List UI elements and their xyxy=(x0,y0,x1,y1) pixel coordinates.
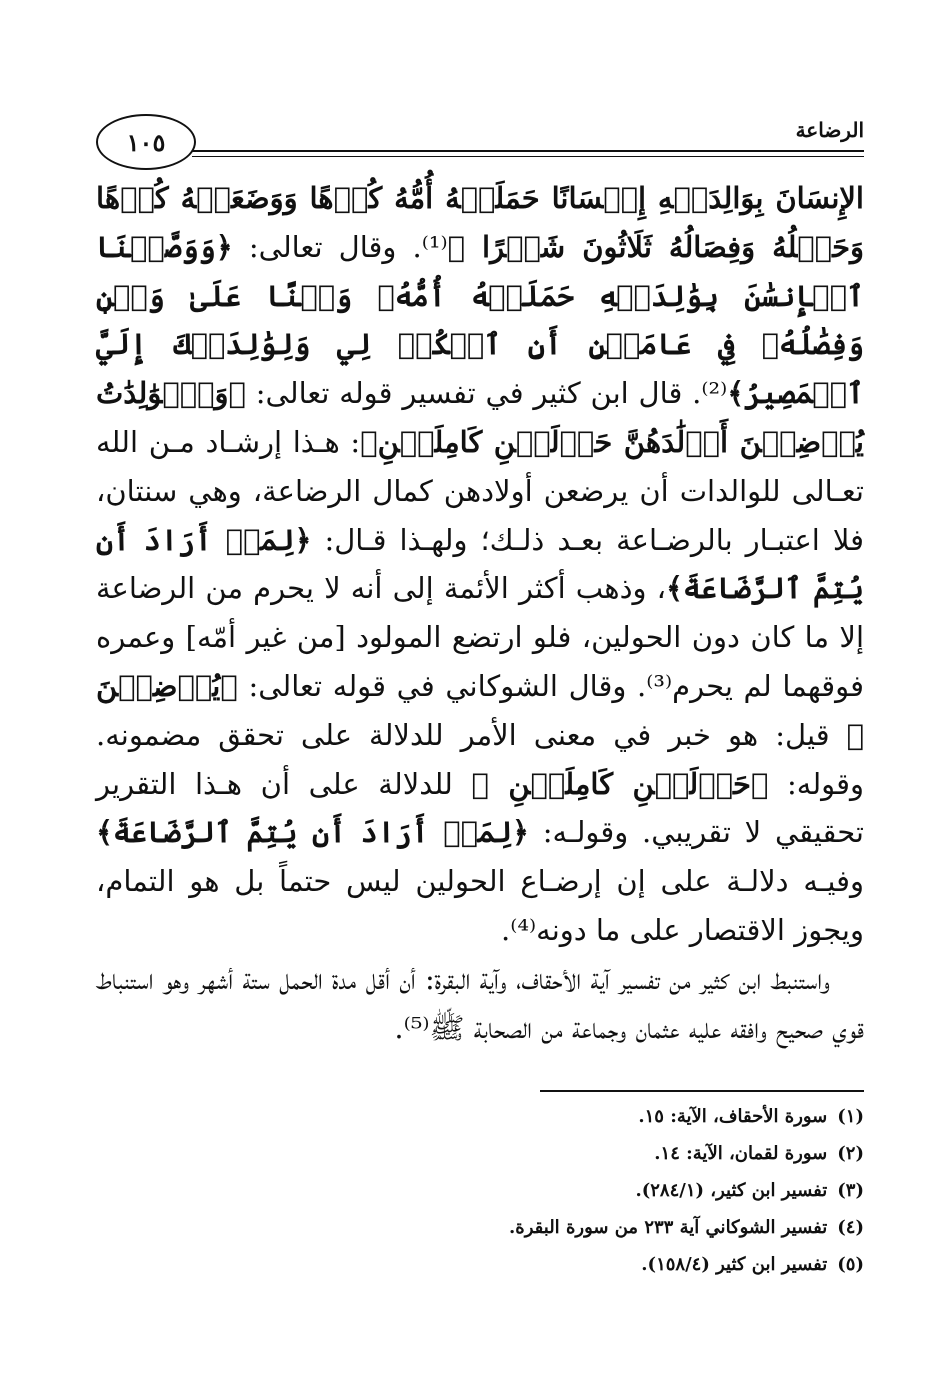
text-run: قيل: هو خبر في معنى الأمر للدلالة على تحقق مضمونه. وقوله: xyxy=(96,717,864,801)
quran-verse: ﴿يُرۡضِعۡنَ ﴾ xyxy=(96,668,864,752)
footnote-text: تفسير ابن كثير، (٢٨٤/١). xyxy=(635,1180,828,1201)
quran-verse: الإِنسَانَ بِوَالِدَيۡهِ إِحۡسَانًا حَمَلَتۡهُ أُمُّهُ كُرۡهًا وَوَضَعَتۡهُ كُرۡهًا وَحَمۡلُهُ وَفِصَالُهُ ثَلَاثُونَ شَهۡرًا ﴾ xyxy=(96,181,865,264)
paragraph-1 xyxy=(96,174,864,955)
text-run: : هـذا إرشـاد مـن الله تعـالى للوالدات أن يرضعن أولادهن كمال الرضاعة، وهي سنتان، فلا اعتبـار بالرضـاعة بعـد ذلـك؛ ولهـذا قـال: xyxy=(96,424,864,557)
footnote-text: تفسير ابن كثير (١٥٨/٤). xyxy=(641,1254,828,1275)
running-title: الرضاعة xyxy=(795,118,864,142)
footnote-item xyxy=(96,1098,864,1135)
footnote-number: (٢) xyxy=(837,1143,864,1164)
footnote-item xyxy=(96,1246,864,1283)
text-run: وفيـه دلالـة على إن إرضـاع الحولين ليس حتماً بل هو التمام، ويجوز الاقتصار على ما دونه⁽⁴⁾. xyxy=(96,864,864,947)
paragraph-2: واستنبط ابن كثير من تفسير آية الأحقاف، وآية البقرة: أن أقل مدة الحمل ستة أشهر وهو استنباط قوي صحيح وافقه عليه عثمان وجماعة من الصحابة ﷺ⁽⁵⁾. xyxy=(96,961,864,1045)
quran-verse: ﴿لِمَنۡ أَرَادَ أَن يُتِمَّ ٱلرَّضَاعَةَ﴾ xyxy=(96,815,530,850)
page-number: ١٠٥ xyxy=(126,127,166,157)
header-rule xyxy=(192,150,864,152)
main-text xyxy=(96,174,864,1052)
footnote-text: سورة الأحقاف، الآية: ١٥. xyxy=(638,1106,828,1127)
footnote-number: (١) xyxy=(837,1106,864,1127)
footnote-separator xyxy=(540,1090,864,1092)
footnote-number: (٣) xyxy=(837,1180,864,1201)
footnote-number: (٤) xyxy=(837,1217,864,1238)
footnote-number: (٥) xyxy=(837,1254,864,1275)
text-run: للدلالة على أن هـذا التقرير تحقيقي لا تقريبي. وقولـه: xyxy=(96,766,864,850)
quran-verse: ﴿حَوۡلَيۡنِ كَامِلَيۡنِ ﴾ xyxy=(471,766,769,801)
quran-verse: ﴿وَٱلۡوَٰلِدَٰتُ يُرۡضِعۡنَ أَوۡلَٰدَهُنَّ حَوۡلَيۡنِ كَامِلَيۡنِ﴾ xyxy=(96,376,864,459)
footnote-text: تفسير الشوكاني آية ٢٣٣ من سورة البقرة. xyxy=(509,1217,828,1238)
page-number-badge xyxy=(96,114,196,170)
footnote-item xyxy=(96,1135,864,1172)
footnote-item xyxy=(96,1172,864,1209)
page-header xyxy=(96,114,864,172)
text-run: ⁽¹⁾. وقال تعالى: xyxy=(232,229,448,264)
text-run: ⁽²⁾. قال ابن كثير في تفسير قوله تعالى: xyxy=(245,376,728,411)
footnotes xyxy=(96,1098,864,1283)
footnote-text: سورة لقمان، الآية: ١٤. xyxy=(654,1143,828,1164)
footnote-item xyxy=(96,1209,864,1246)
header-rule-thin xyxy=(192,156,864,157)
quran-verse: ﴿وَوَصَّيۡنَا ٱلۡإِنسَٰنَ بِوَٰلِدَيۡهِ حَمَلَتۡهُ أُمُّهُۥ وَهۡنًا عَلَىٰ وَهۡنٖ وَفِصَٰلُهُۥ فِي عَامَيۡنِ أَنِ ٱشۡكُرۡ لِي وَلِوَٰلِدَيۡكَ إِلَيَّ ٱلۡمَصِيرُ﴾ xyxy=(96,229,864,411)
quran-verse: ﴿لِمَنۡ أَرَادَ أَن يُتِمَّ ٱلرَّضَاعَةَ﴾ xyxy=(96,522,864,606)
text-run: ، وذهب أكثر الأئمة إلى أنه لا يحرم من الرضاعة إلا ما كان دون الحولين، فلو ارتضع المولود [من غير أمّه] وعمره فوقهما لم يحرم⁽³⁾. وقال الشوكاني في قوله تعالى: xyxy=(96,571,864,703)
